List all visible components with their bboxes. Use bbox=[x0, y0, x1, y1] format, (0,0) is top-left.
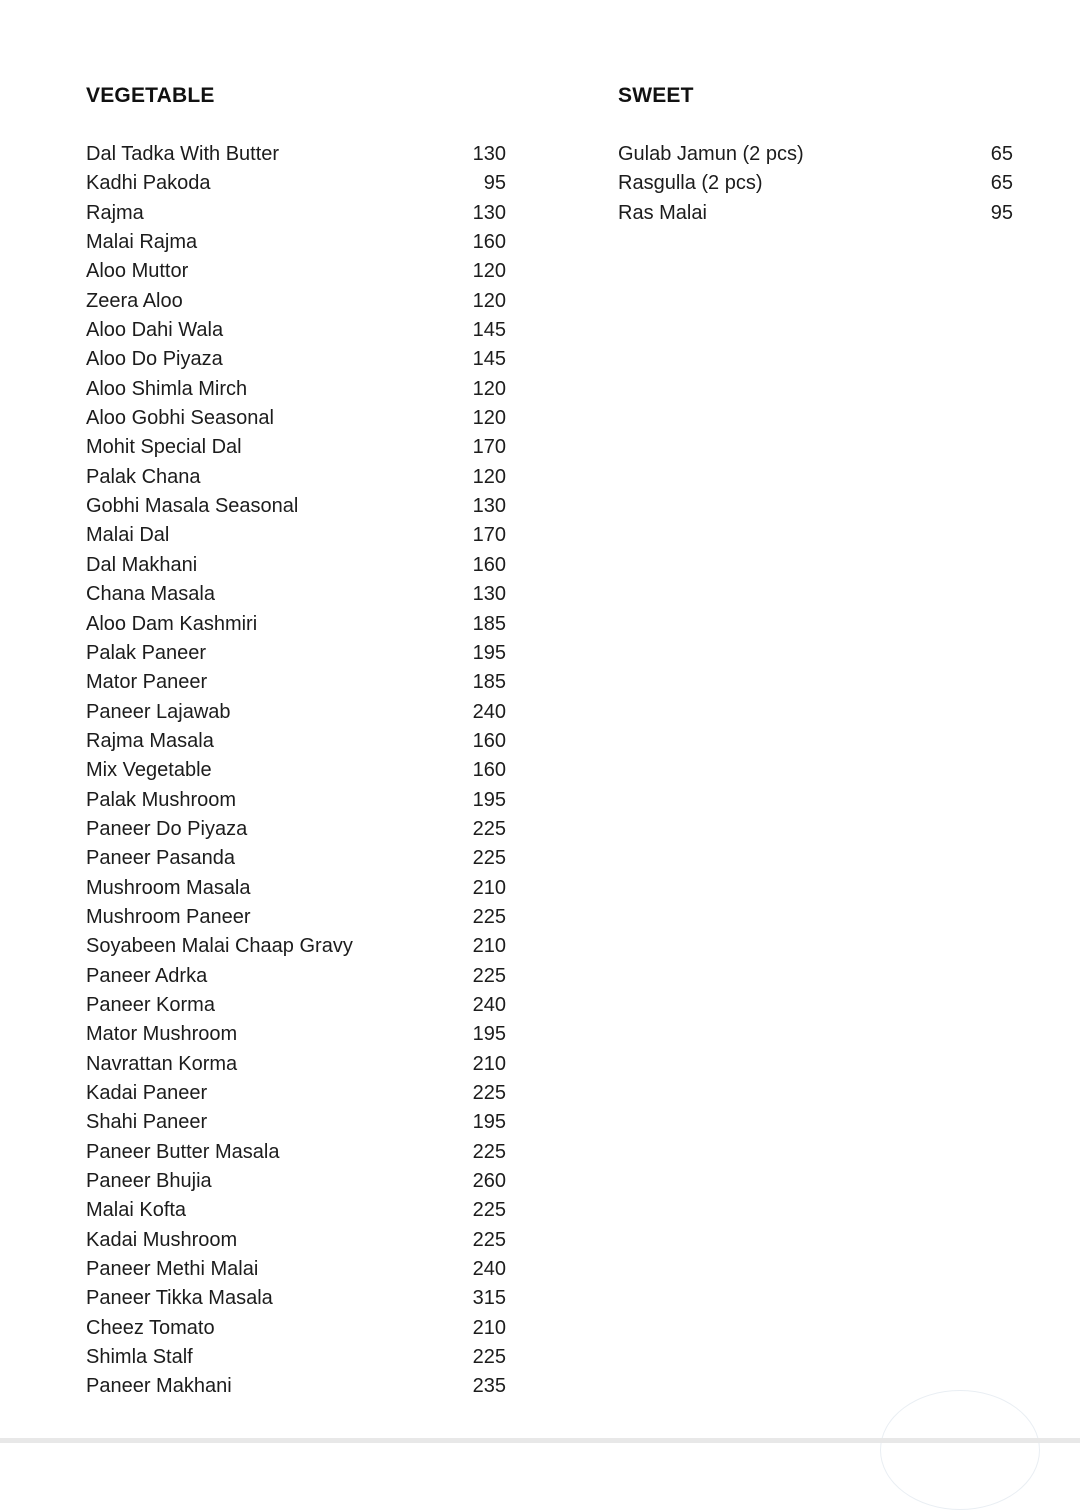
menu-item-name: Shimla Stalf bbox=[86, 1346, 193, 1369]
menu-item-price: 225 bbox=[472, 817, 506, 840]
menu-item-name: Dal Makhani bbox=[86, 553, 198, 576]
menu-item bbox=[86, 1284, 506, 1313]
vegetable-menu-list bbox=[86, 140, 506, 1402]
menu-item-price: 195 bbox=[472, 788, 506, 811]
menu-item bbox=[86, 140, 506, 169]
menu-item-name: Dal Tadka With Butter bbox=[86, 143, 280, 165]
menu-item-price: 240 bbox=[472, 700, 506, 723]
menu-item-name: Aloo Shimla Mirch bbox=[86, 377, 248, 400]
menu-item bbox=[618, 199, 1013, 228]
menu-item-price: 130 bbox=[472, 495, 506, 518]
menu-item-name: Aloo Muttor bbox=[86, 260, 189, 283]
menu-item bbox=[86, 199, 506, 228]
menu-item-price: 195 bbox=[472, 1023, 506, 1046]
menu-item bbox=[86, 844, 506, 873]
menu-item-price: 160 bbox=[472, 553, 506, 576]
menu-item bbox=[618, 140, 1013, 169]
menu-item-name: Paneer Bhujia bbox=[86, 1170, 212, 1193]
menu-item bbox=[86, 1079, 506, 1108]
menu-item-name: Mushroom Masala bbox=[86, 876, 251, 899]
menu-item-name: Kadhi Pakoda bbox=[86, 172, 211, 195]
menu-item-price: 65 bbox=[990, 143, 1013, 165]
bottom-divider bbox=[0, 1438, 1080, 1443]
menu-item bbox=[86, 1226, 506, 1255]
menu-item-name: Mushroom Paneer bbox=[86, 905, 251, 928]
menu-item-name: Aloo Dam Kashmiri bbox=[86, 612, 258, 635]
menu-item-name: Palak Chana bbox=[86, 465, 201, 488]
sweet-menu-list bbox=[618, 140, 1013, 228]
menu-item-price: 120 bbox=[472, 289, 506, 312]
menu-item-name: Kadai Paneer bbox=[86, 1082, 208, 1104]
menu-item-price: 225 bbox=[472, 1199, 506, 1222]
menu-item-name: Mator Paneer bbox=[86, 671, 208, 694]
menu-item bbox=[86, 1020, 506, 1049]
menu-item-price: 185 bbox=[472, 612, 506, 635]
menu-item-name: Rajma Masala bbox=[86, 729, 214, 752]
menu-item-price: 170 bbox=[472, 436, 506, 459]
menu-item-price: 240 bbox=[472, 1258, 506, 1281]
menu-item bbox=[86, 433, 506, 462]
menu-item-price: 225 bbox=[472, 1082, 506, 1104]
menu-item-price: 225 bbox=[472, 1228, 506, 1251]
menu-item-name: Mix Vegetable bbox=[86, 759, 212, 782]
menu-item-name: Ras Malai bbox=[618, 201, 707, 224]
menu-item-name: Paneer Do Piyaza bbox=[86, 817, 248, 840]
menu-item bbox=[86, 756, 506, 785]
menu-item-price: 195 bbox=[472, 641, 506, 664]
menu-item-price: 120 bbox=[472, 377, 506, 400]
menu-item-name: Mator Mushroom bbox=[86, 1023, 238, 1046]
menu-item-price: 210 bbox=[472, 1316, 506, 1339]
menu-item-price: 240 bbox=[472, 993, 506, 1016]
menu-item bbox=[86, 404, 506, 433]
menu-item-price: 225 bbox=[472, 1346, 506, 1369]
menu-item-name: Paneer Adrka bbox=[86, 964, 208, 987]
menu-item bbox=[86, 1196, 506, 1225]
menu-item bbox=[86, 991, 506, 1020]
menu-item-price: 130 bbox=[472, 201, 506, 224]
menu-item-price: 210 bbox=[472, 876, 506, 899]
menu-item-name: Mohit Special Dal bbox=[86, 436, 242, 459]
menu-item-name: Cheez Tomato bbox=[86, 1316, 215, 1339]
menu-item-price: 130 bbox=[472, 583, 506, 606]
menu-item-name: Rajma bbox=[86, 201, 144, 224]
menu-item-name: Paneer Methi Malai bbox=[86, 1258, 259, 1281]
menu-item-price: 120 bbox=[472, 260, 506, 283]
menu-item-name: Malai Kofta bbox=[86, 1199, 187, 1222]
menu-item-price: 210 bbox=[472, 1052, 506, 1075]
menu-item-price: 185 bbox=[472, 671, 506, 694]
vegetable-section-title: VEGETABLE bbox=[86, 84, 215, 107]
menu-item-name: Rasgulla (2 pcs) bbox=[618, 172, 763, 195]
menu-item-name: Gulab Jamun (2 pcs) bbox=[618, 143, 804, 165]
menu-item-price: 195 bbox=[472, 1111, 506, 1134]
menu-item-name: Paneer Korma bbox=[86, 993, 215, 1016]
menu-item-price: 225 bbox=[472, 905, 506, 928]
menu-item bbox=[86, 1108, 506, 1137]
menu-item-name: Navrattan Korma bbox=[86, 1052, 238, 1075]
menu-item-name: Aloo Do Piyaza bbox=[86, 348, 223, 371]
menu-item-name: Kadai Mushroom bbox=[86, 1228, 238, 1251]
menu-item bbox=[86, 1255, 506, 1284]
menu-item bbox=[86, 257, 506, 286]
menu-item bbox=[86, 521, 506, 550]
menu-item-price: 120 bbox=[472, 465, 506, 488]
menu-item bbox=[86, 932, 506, 961]
menu-item bbox=[86, 492, 506, 521]
menu-item bbox=[86, 610, 506, 639]
menu-item bbox=[86, 463, 506, 492]
menu-item-price: 160 bbox=[472, 759, 506, 782]
menu-item-price: 95 bbox=[990, 201, 1013, 224]
menu-item bbox=[86, 1343, 506, 1372]
menu-item-name: Zeera Aloo bbox=[86, 289, 183, 312]
menu-item bbox=[618, 169, 1013, 198]
menu-item bbox=[86, 1138, 506, 1167]
menu-item bbox=[86, 1372, 506, 1401]
menu-item-price: 235 bbox=[472, 1375, 506, 1398]
menu-item-name: Gobhi Masala Seasonal bbox=[86, 495, 299, 518]
menu-item bbox=[86, 874, 506, 903]
menu-item bbox=[86, 903, 506, 932]
menu-item-price: 95 bbox=[483, 172, 506, 195]
menu-item bbox=[86, 551, 506, 580]
menu-item-name: Paneer Butter Masala bbox=[86, 1140, 280, 1163]
menu-item bbox=[86, 639, 506, 668]
menu-item-price: 130 bbox=[472, 143, 506, 165]
menu-item bbox=[86, 375, 506, 404]
menu-item bbox=[86, 962, 506, 991]
menu-item-price: 225 bbox=[472, 1140, 506, 1163]
menu-item bbox=[86, 228, 506, 257]
menu-item bbox=[86, 786, 506, 815]
menu-item-name: Aloo Gobhi Seasonal bbox=[86, 407, 274, 430]
corner-decoration bbox=[880, 1390, 1040, 1510]
menu-item bbox=[86, 1167, 506, 1196]
menu-item-name: Malai Rajma bbox=[86, 231, 198, 254]
menu-item bbox=[86, 668, 506, 697]
menu-item-price: 65 bbox=[990, 172, 1013, 195]
menu-item-name: Paneer Pasanda bbox=[86, 847, 236, 870]
menu-item bbox=[86, 1314, 506, 1343]
menu-item bbox=[86, 727, 506, 756]
menu-item-name: Aloo Dahi Wala bbox=[86, 319, 224, 342]
menu-item-price: 160 bbox=[472, 231, 506, 254]
menu-item-name: Soyabeen Malai Chaap Gravy bbox=[86, 935, 353, 958]
sweet-section-title: SWEET bbox=[618, 84, 694, 107]
menu-item bbox=[86, 1050, 506, 1079]
menu-item-price: 145 bbox=[472, 319, 506, 342]
menu-item-price: 260 bbox=[472, 1170, 506, 1193]
menu-item-name: Chana Masala bbox=[86, 583, 215, 606]
menu-item-name: Paneer Lajawab bbox=[86, 700, 231, 723]
menu-item bbox=[86, 698, 506, 727]
menu-item bbox=[86, 316, 506, 345]
menu-item-name: Paneer Tikka Masala bbox=[86, 1287, 273, 1310]
menu-item-price: 225 bbox=[472, 964, 506, 987]
menu-item-price: 315 bbox=[472, 1287, 506, 1310]
menu-item bbox=[86, 580, 506, 609]
menu-item-price: 170 bbox=[472, 524, 506, 547]
menu-item-name: Shahi Paneer bbox=[86, 1111, 208, 1134]
menu-item bbox=[86, 345, 506, 374]
menu-item-price: 210 bbox=[472, 935, 506, 958]
menu-item-price: 120 bbox=[472, 407, 506, 430]
menu-item-name: Palak Mushroom bbox=[86, 788, 237, 811]
menu-item bbox=[86, 169, 506, 198]
menu-item bbox=[86, 287, 506, 316]
menu-item-price: 225 bbox=[472, 847, 506, 870]
menu-item bbox=[86, 815, 506, 844]
menu-item-name: Paneer Makhani bbox=[86, 1375, 232, 1398]
menu-item-name: Malai Dal bbox=[86, 524, 170, 547]
menu-item-price: 160 bbox=[472, 729, 506, 752]
menu-item-price: 145 bbox=[472, 348, 506, 371]
menu-item-name: Palak Paneer bbox=[86, 641, 207, 664]
